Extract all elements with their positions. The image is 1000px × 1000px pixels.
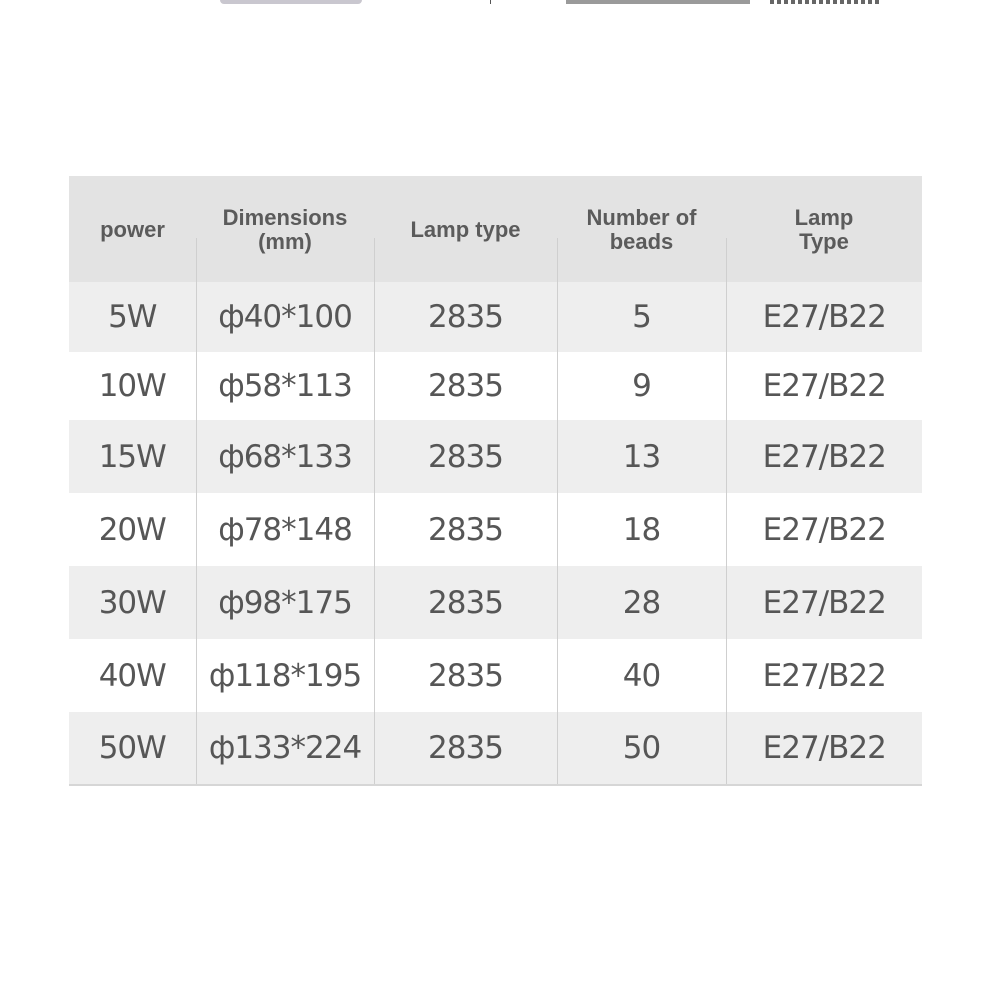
cell-dimensions: ф58*113 bbox=[196, 352, 374, 420]
table-row bbox=[69, 639, 922, 712]
cell-beads: 28 bbox=[557, 566, 726, 639]
specification-table bbox=[69, 176, 922, 786]
cell-base-type: E27/B22 bbox=[726, 566, 922, 639]
table-header-row bbox=[69, 176, 922, 282]
cell-power: 30W bbox=[98, 584, 166, 621]
cell-lamp-type: 2835 bbox=[374, 639, 557, 712]
cell-base-type: E27/B22 bbox=[726, 712, 922, 785]
cell-dimensions: ф78*148 bbox=[196, 493, 374, 566]
header-lamp-base-type: Lamp Type bbox=[726, 176, 922, 282]
cropped-line-fragment bbox=[490, 0, 491, 4]
cell-power: 40W bbox=[98, 657, 166, 694]
cell-lamp-type: 2835 bbox=[374, 282, 557, 352]
cell-power: 5W bbox=[108, 299, 157, 335]
cell-dimensions: ф98*175 bbox=[196, 566, 374, 639]
table-row bbox=[69, 282, 922, 352]
cell-power: 20W bbox=[98, 511, 166, 548]
header-dimensions: Dimensions (mm) bbox=[196, 176, 374, 282]
cell-base-type: E27/B22 bbox=[726, 493, 922, 566]
cell-base-type: E27/B22 bbox=[726, 352, 922, 420]
cropped-image-fragment bbox=[566, 0, 750, 4]
cell-beads: 18 bbox=[557, 493, 726, 566]
cropped-image-fragment bbox=[220, 0, 362, 4]
table-row bbox=[69, 352, 922, 420]
table-row bbox=[69, 566, 922, 639]
cell-power: 10W bbox=[98, 368, 166, 404]
cell-beads: 13 bbox=[557, 420, 726, 493]
cell-beads: 9 bbox=[557, 352, 726, 420]
table-row bbox=[69, 712, 922, 785]
cell-base-type: E27/B22 bbox=[726, 420, 922, 493]
cell-dimensions: ф40*100 bbox=[196, 282, 374, 352]
cell-beads: 40 bbox=[557, 639, 726, 712]
cell-power: 50W bbox=[69, 712, 196, 785]
header-power: power bbox=[100, 217, 165, 242]
header-lamp-type: Lamp type bbox=[374, 176, 557, 282]
cell-lamp-type: 2835 bbox=[374, 420, 557, 493]
cell-power: 15W bbox=[98, 438, 166, 475]
table-row bbox=[69, 493, 922, 566]
table-row bbox=[69, 420, 922, 493]
cell-lamp-type: 2835 bbox=[374, 493, 557, 566]
cell-beads: 5 bbox=[557, 282, 726, 352]
header-number-of-beads: Number of beads bbox=[557, 176, 726, 282]
cell-lamp-type: 2835 bbox=[374, 566, 557, 639]
cropped-text-fragment bbox=[770, 0, 880, 4]
cell-dimensions: ф133*224 bbox=[196, 712, 374, 785]
cell-beads: 50 bbox=[557, 712, 726, 785]
cell-dimensions: ф68*133 bbox=[196, 420, 374, 493]
cell-base-type: E27/B22 bbox=[726, 282, 922, 352]
cell-dimensions: ф118*195 bbox=[196, 639, 374, 712]
cell-lamp-type: 2835 bbox=[374, 352, 557, 420]
cell-base-type: E27/B22 bbox=[726, 639, 922, 712]
cell-lamp-type: 2835 bbox=[374, 712, 557, 785]
